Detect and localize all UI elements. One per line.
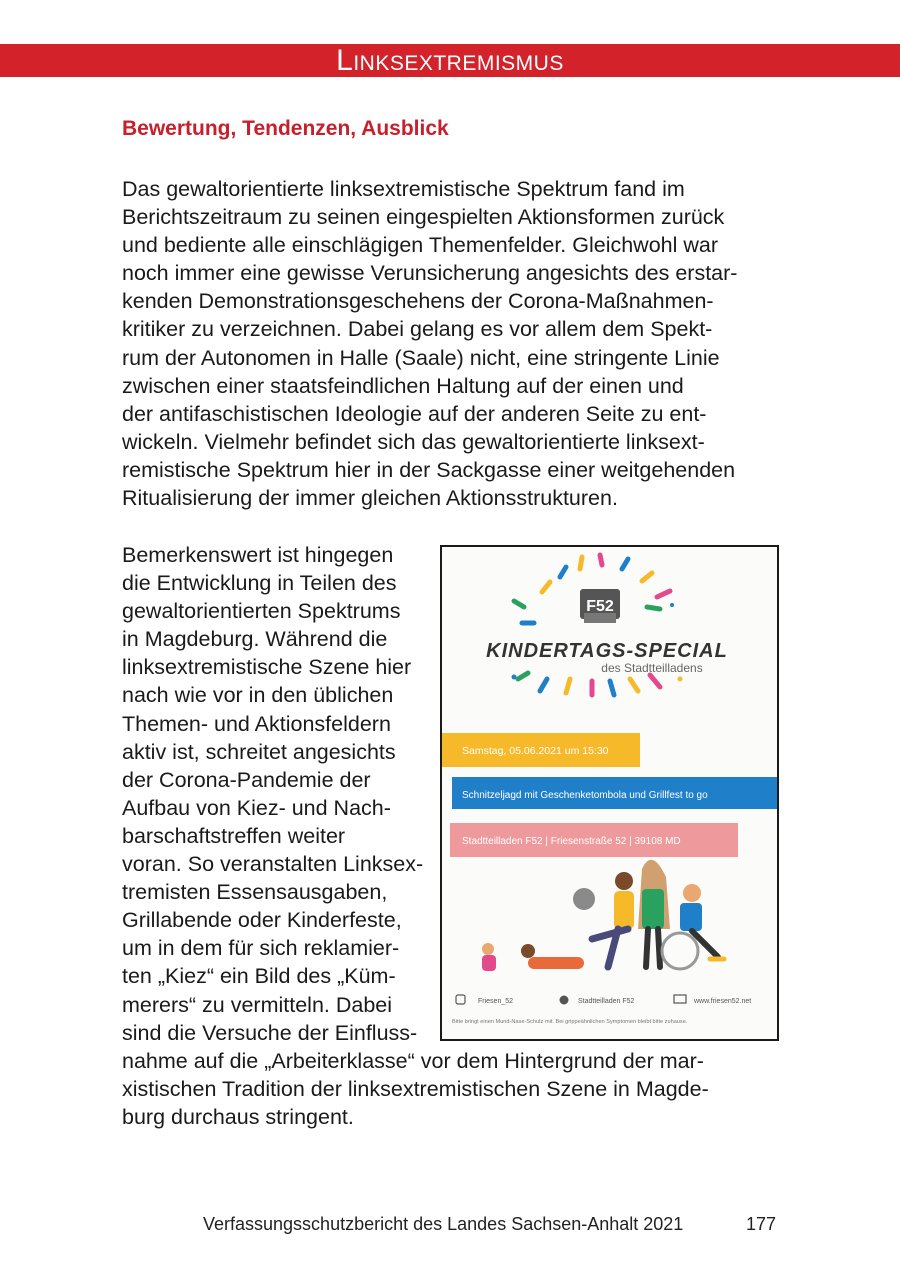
paragraph-assessment: Das gewaltorientierte linksextremistische Spektrum fand im Berichtszeitraum zu seinen eingespielten Aktionsformen zurück und bediente alle einschlägigen Themenfelder. Gleichwohl war noch immer eine gewisse Verunsicherung angesichts des erstar- kenden Demonstrationsgeschehens der Corona-Maßnahmen- kritiker zu verzeichnen. Dabei gelang es vor allem dem Spekt- rum der Autonomen in Halle (Saale) nicht, eine stringente Linie zwischen einer staatsfeindlichen Haltung auf der einen und der antifaschistischen Ideologie auf der anderen Seite zu ent- wickeln. Vielmehr befindet sich das gewaltorientierte linksext- remistische Spektrum hier in der Sackgasse einer weitgehenden Ritualisierung der immer gleichen Aktionsstrukturen. — [122, 177, 738, 511]
flyer-date-text: Samstag, 05.06.2021 um 15:30 — [462, 745, 609, 757]
chapter-header-band — [0, 44, 900, 77]
footer-publication: Verfassungsschutzbericht des Landes Sachsen-Anhalt 2021 — [203, 1214, 684, 1234]
flyer-instagram: Friesen_52 — [478, 998, 514, 1005]
page-number: 177 — [746, 1214, 777, 1234]
flyer-title: KINDERTAGS-SPECIAL — [486, 640, 728, 662]
flyer-facebook: Stadtteilladen F52 — [578, 998, 635, 1005]
paragraph-magdeburg: Bemerkenswert ist hingegen die Entwicklung in Teilen des gewaltorientierten Spektrums in Magdeburg. Während die linksextremistische Szene hier nach wie vor in den üblichen Themen- und Aktionsfeldern aktiv ist, schreitet angesichts der Corona-Pandemie der Aufbau von Kiez- und Nach- barschaftstreffen weiter voran. So veranstalten Linksex- tremisten Essensausgaben, Grillabende oder Kinderfeste, um in dem für sich reklamier- ten „Kiez“ ein Bild des „Küm- merers“ zu vermitteln. Dabei sind die Versuche der Einfluss- nahme auf die „Arbeiterklasse“ vor dem Hintergrund der mar- xistischen Tradition der linksextremistischen Szene in Magde- burg durchaus stringent. — [122, 543, 709, 1129]
flyer-address-text: Stadtteilladen F52 | Friesenstraße 52 | 39108 MD — [462, 836, 681, 847]
flyer-subtitle: des Stadtteilladens — [601, 661, 703, 675]
flyer-activity-text: Schnitzeljagd mit Geschenketombola und Grillfest to go — [462, 790, 708, 801]
section-heading: Bewertung, Tendenzen, Ausblick — [122, 117, 449, 140]
flyer-logo-text: F52 — [586, 598, 614, 615]
chapter-title: Linksextremismus — [336, 44, 564, 77]
flyer-image — [440, 545, 779, 1041]
flyer-web: www.friesen52.net — [694, 998, 752, 1005]
flyer-notice: Bitte bringt einen Mund-Nase-Schutz mit. Bei grippeähnlichen Symptomen bleibt bitte zuhause. — [452, 1019, 688, 1025]
facebook-icon — [560, 996, 569, 1005]
